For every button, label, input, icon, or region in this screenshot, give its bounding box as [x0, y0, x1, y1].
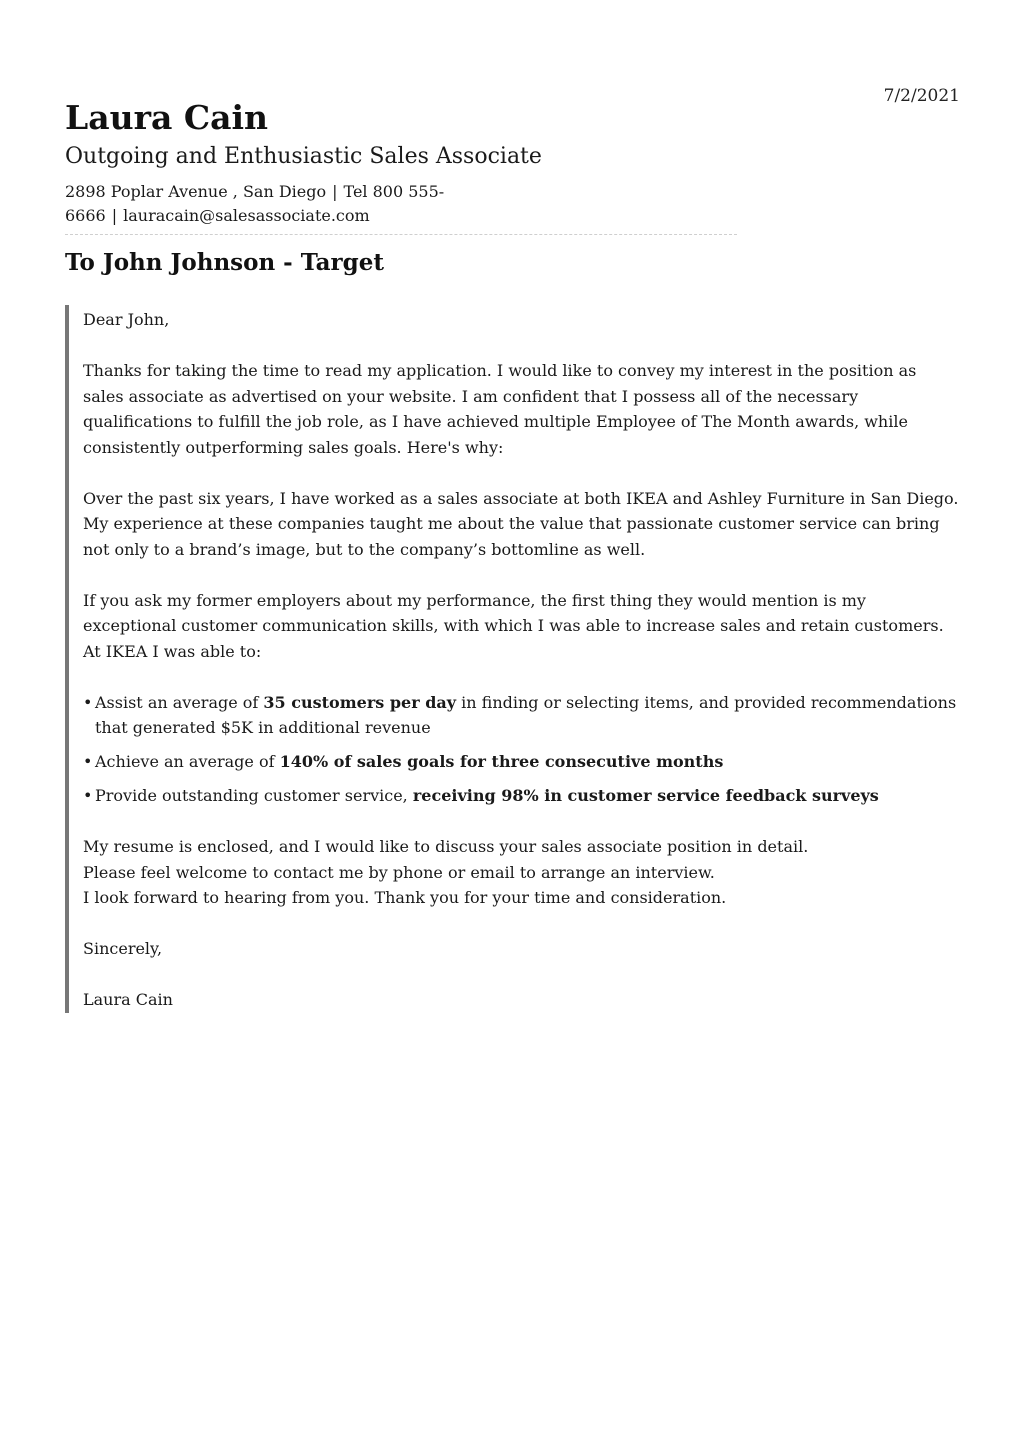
bullet-highlight: 140% of sales goals for three consecutive months	[279, 752, 724, 771]
bullet-text: Assist an average of	[95, 692, 264, 712]
recipient-heading: To John Johnson - Target	[65, 249, 385, 276]
closing-line: I look forward to hearing from you. Thank you for your time and consideration.	[83, 888, 727, 907]
signoff: Sincerely,	[83, 939, 163, 958]
applicant-title: Outgoing and Enthusiastic Sales Associate	[65, 144, 542, 169]
bullet-text: Provide outstanding customer service,	[95, 786, 413, 805]
paragraph-experience: Over the past six years, I have worked as a sales associate at both IKEA and Ashley Furniture in San Diego. My experience at these companies taught me about the value that passionate customer service can bring not only to a brand’s image, but to the company’s bottomline as well.	[83, 488, 959, 559]
paragraph-intro: Thanks for taking the time to read my application. I would like to convey my interest in the position as sales associate as advertised on your website. I am confident that I possess all of the necessary qualifications to fulfill the job role, as I have achieved multiple Employee of The Month awards, while consistently outperforming sales goals. Here's why:	[83, 361, 917, 457]
letter-date: 7/2/2021	[883, 86, 960, 106]
bullet-highlight: receiving 98% in customer service feedback surveys	[412, 786, 879, 805]
bullet-text: Achieve an average of	[95, 752, 280, 771]
applicant-name: Laura Cain	[65, 98, 269, 137]
bullet-highlight: 35 customers per day	[263, 692, 457, 712]
achievements-list	[83, 690, 960, 809]
signature-name: Laura Cain	[83, 990, 173, 1009]
paragraph-closing	[83, 834, 960, 911]
closing-line: Please feel welcome to contact me by phone or email to arrange an interview.	[83, 862, 715, 882]
list-item	[83, 690, 960, 741]
contact-separator: |	[111, 206, 118, 225]
contact-email: lauracain@salesassociate.com	[123, 206, 370, 225]
closing-line: My resume is enclosed, and I would like to discuss your sales associate position in detail.	[83, 837, 809, 856]
contact-address: 2898 Poplar Avenue , San Diego	[65, 182, 327, 201]
contact-phone: Tel 800 555-6666	[65, 182, 445, 225]
letter-header	[65, 96, 737, 235]
letter-body	[65, 305, 960, 1013]
contact-line	[65, 180, 737, 235]
list-item	[83, 749, 960, 775]
paragraph-performance: If you ask my former employers about my performance, the first thing they would mention is my exceptional customer communication skills, with which I was able to increase sales and retain customers. At IKEA I was able to:	[83, 590, 944, 661]
bullet-text: in finding or selecting items, and provided recommendations that generated $5K in additional revenue	[95, 692, 957, 737]
list-item	[83, 783, 960, 809]
greeting: Dear John,	[83, 310, 170, 329]
contact-separator: |	[332, 182, 338, 201]
